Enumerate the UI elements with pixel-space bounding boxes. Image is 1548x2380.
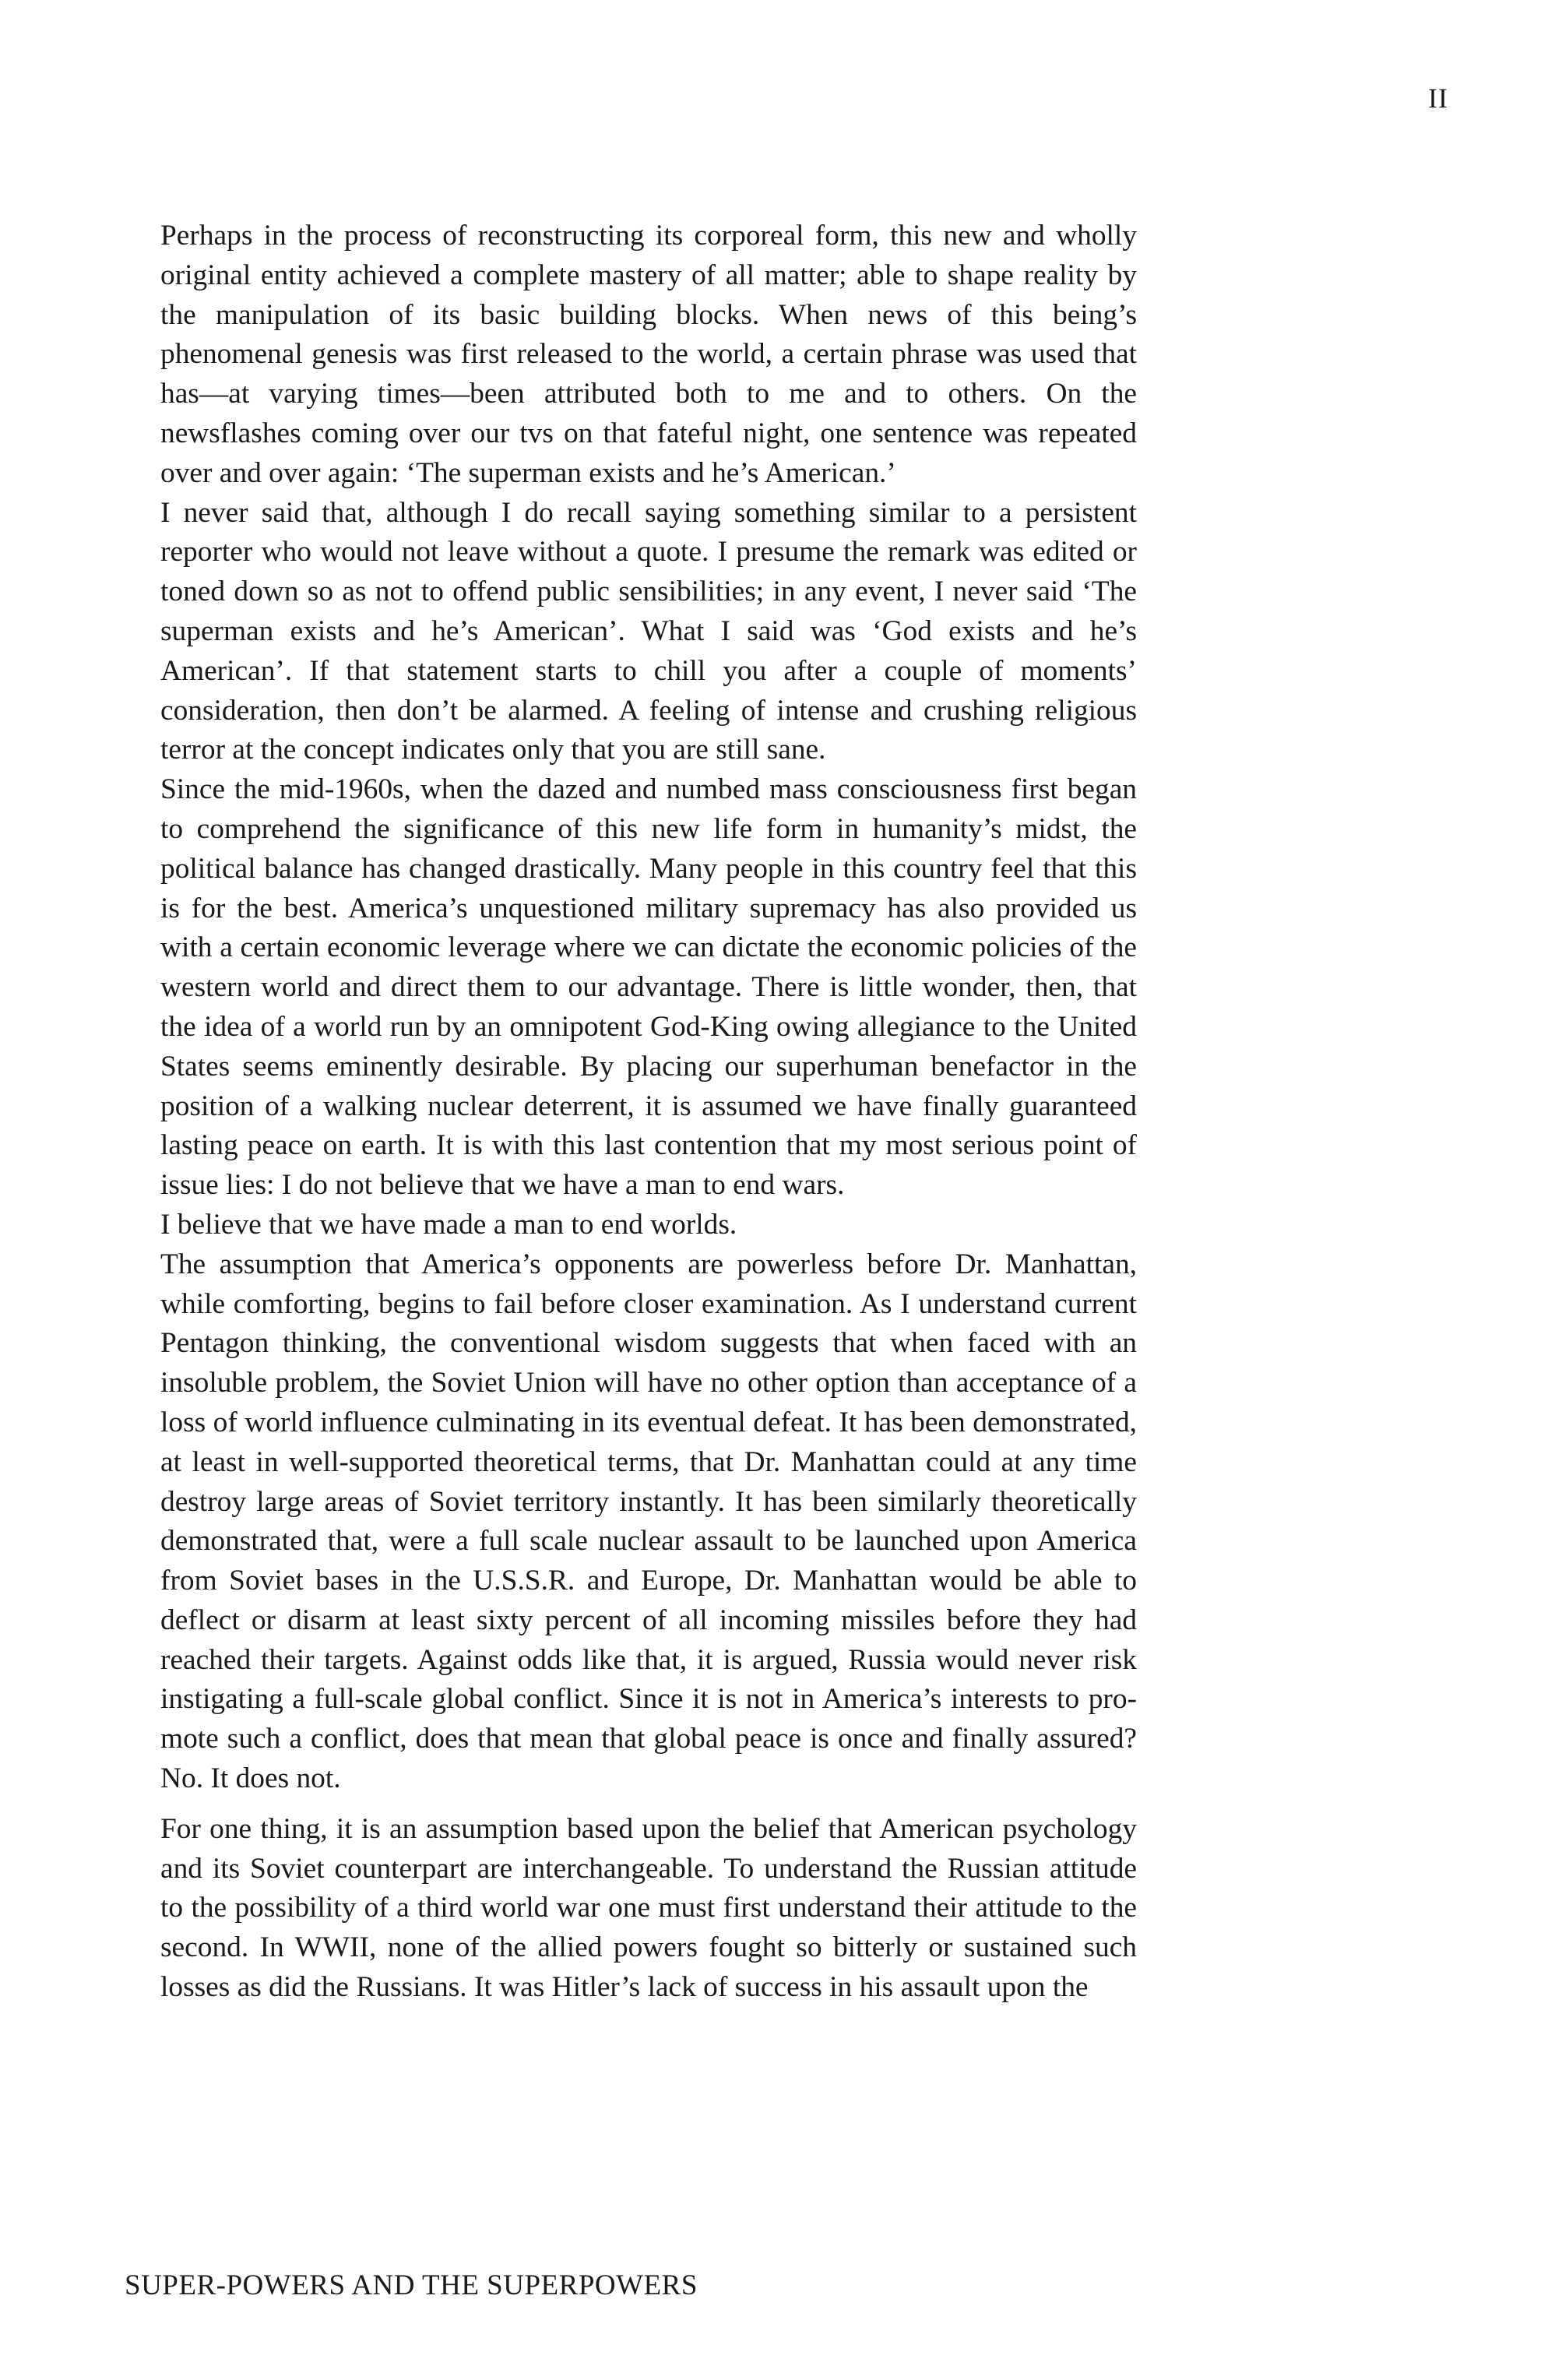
paragraph-5: The assumption that America’s opponents are powerless before Dr. Manhattan, while comforting, begins to fail before closer examination. As I understand current Pentagon thinking, the conventional wisdom suggests that when faced with an insoluble problem, the Soviet Union will have no other option than acceptance of a loss of world influence culminating in its eventual defeat. It has been demonstrated, at least in well-supported theoretical terms, that Dr. Manhattan could at any time destroy large areas of Soviet territory instantly. It has been similarly theoretically demonstrated that, were a full scale nuclear assault to be launched upon America from Soviet bases in the U.S.S.R. and Europe, Dr. Manhattan would be able to deflect or disarm at least sixty percent of all incoming missiles before they had reached their targets. Against odds like that, it is argued, Russia would never risk instigating a full-scale global conflict. Since it is not in America’s interests to promote such a conflict, does that mean that global peace is once and finally assured? No. It does not. xyxy=(160,1248,1137,1795)
paragraph-3: Since the mid-1960s, when the dazed and numbed mass consciousness first began to comprehend the significance of this new life form in humanity’s midst, the political balance has changed drastically. Many people in this country feel that this is for the best. America’s unquestioned military supremacy has also provided us with a certain economic leverage where we can dictate the economic policies of the western world and direct them to our advantage. There is little wonder, then, that the idea of a world run by an omnipotent God-King owing allegiance to the United States seems eminently desirable. By placing our superhuman benefactor in the position of a walking nuclear deterrent, it is assumed we have finally guaranteed lasting peace on earth. It is with this last contention that my most serious point of issue lies: I do not believe that we have a man to end wars. xyxy=(160,773,1137,1202)
paragraph-2: I never said that, although I do recall saying something similar to a persistent reporter who would not leave without a quote. I presume the remark was edited or toned down so as not to offend public sensibilities; in any event, I never said ‘The superman exists and he’s American’. What I said was ‘God exists and he’s American’. If that statement starts to chill you after a couple of moments’ consideration, then don’t be alarmed. A feeling of intense and crushing religious terror at the concept indicates only that you are still sane. xyxy=(160,496,1137,766)
paragraph-1: Perhaps in the process of reconstructing its corporeal form, this new and wholly original entity achieved a complete mastery of all matter; able to shape reality by the manipulation of its basic building blocks. When news of this being’s phenomenal genesis was first released to the world, a certain phrase was used that has—at varying times—been attributed both to me and to others. On the newsflashes coming over our tvs on that fateful night, one sentence was repeated over and over again: ‘The superman exists and he’s American.’ xyxy=(160,220,1137,489)
page-number: II xyxy=(1428,83,1448,114)
article-body xyxy=(160,217,1137,2008)
paragraph-4: I believe that we have made a man to end worlds. xyxy=(160,1208,737,1241)
paragraph-6: For one thing, it is an assumption based upon the belief that American psychology and its Soviet counterpart are interchangeable. To understand the Russian attitude to the possibility of a third world war one must first understand their attitude to the second. In WWII, none of the allied powers fought so bitterly or sustained such losses as did the Russians. It was Hitler’s lack of success in his assault upon the xyxy=(160,1812,1137,2004)
running-footer-title: SUPER-POWERS AND THE SUPERPOWERS xyxy=(125,2269,698,2301)
